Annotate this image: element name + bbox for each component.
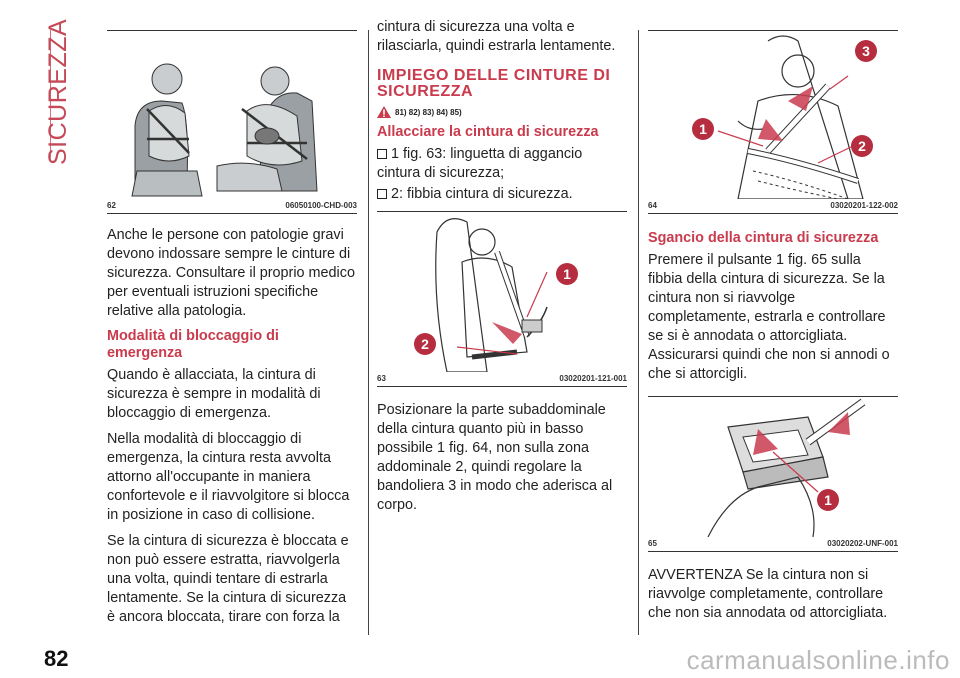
page-number: 82 <box>44 646 69 671</box>
col1-intro: Anche le persone con patologie gravi devono indossare sempre le cinture di sicurezza. Consultare il proprio medico per eventuali istruzioni specifiche relative alla patologia. <box>107 227 355 319</box>
section-label: SICUREZZA <box>44 18 72 165</box>
figure-62-code: 06050100-CHD-003 <box>285 201 357 210</box>
col1-paragraph-2: Nella modalità di bloccaggio di emergenza, la cintura resta avvolta attorno all'occupante in maniera confortevole e il riavvolgitore si blocca in posizione in caso di collisione. <box>107 431 350 523</box>
col1-paragraph-1: Quando è allacciata, la cintura di sicurezza è sempre in modalità di bloccaggio di emergenza. <box>107 367 321 421</box>
figure-65 <box>648 396 898 552</box>
col2-paragraph-1: Posizionare la parte subaddominale della cintura quanto più in basso possibile 1 fig. 64, non sulla zona addominale 2, quindi regolare la bandoliera 3 in modo che aderisca al corpo. <box>377 402 613 513</box>
column-1 <box>107 30 357 634</box>
warning-row <box>377 106 627 118</box>
checkbox-bullet-icon <box>377 149 387 159</box>
figure-62-illustration <box>107 31 357 199</box>
checkbox-bullet-icon <box>377 189 387 199</box>
fig63-callout-2: 2 <box>421 336 429 352</box>
fig63-callout-1: 1 <box>563 266 571 282</box>
heading-emergency-lock: Modalità di bloccaggio di emergenza <box>107 328 279 361</box>
figure-63-number: 63 <box>377 374 386 383</box>
figure-63-caption <box>377 372 627 387</box>
figure-65-number: 65 <box>648 539 657 548</box>
column-divider-2 <box>638 30 639 635</box>
fig65-callout-1: 1 <box>824 492 832 508</box>
fig64-callout-2: 2 <box>858 138 866 154</box>
figure-62-caption <box>107 199 357 214</box>
figure-62-number: 62 <box>107 201 116 210</box>
col3-paragraph-1: Premere il pulsante 1 fig. 65 sulla fibbia della cintura di sicurezza. Se la cintura non si riavvolge completamente, estrarla e controllare se si è annodata o attorcigliata. Assicurarsi quindi che non si annodi o che si attorcigli. <box>648 252 890 382</box>
main-heading: IMPIEGO DELLE CINTURE DI SICUREZZA <box>377 67 611 100</box>
bullet-1-text: 1 fig. 63: linguetta di aggancio cintura di sicurezza; <box>377 146 583 181</box>
column-divider-1 <box>368 30 369 635</box>
fig64-callout-1: 1 <box>699 121 707 137</box>
watermark: carmanualsonline.info <box>686 645 950 675</box>
warning-triangle-icon <box>377 106 391 118</box>
figure-63 <box>377 211 627 387</box>
heading-release: Sgancio della cintura di sicurezza <box>648 230 879 246</box>
column-3 <box>648 30 898 630</box>
bullet-2 <box>377 185 627 204</box>
figure-64-illustration <box>648 31 898 199</box>
figure-63-illustration <box>377 212 627 372</box>
bullet-2-text: 2: fibbia cintura di sicurezza. <box>391 186 573 202</box>
figure-65-code: 03020202-UNF-001 <box>827 539 898 548</box>
bullet-1 <box>377 145 627 183</box>
fig64-callout-3: 3 <box>862 43 870 59</box>
figure-63-code: 03020201-121-001 <box>559 374 627 383</box>
col2-continuation: cintura di sicurezza una volta e rilasciarla, quindi estrarla lentamente. <box>377 19 616 54</box>
column-2 <box>377 18 627 522</box>
col3-paragraph-2: AVVERTENZA Se la cintura non si riavvolge completamente, controllare che non sia annodata od attorcigliata. <box>648 567 888 621</box>
figure-65-illustration <box>648 397 898 537</box>
figure-64-caption <box>648 199 898 214</box>
warning-refs: 81) 82) 83) 84) 85) <box>395 107 462 117</box>
heading-fasten: Allacciare la cintura di sicurezza <box>377 124 599 140</box>
figure-64-number: 64 <box>648 201 657 210</box>
col1-paragraph-3: Se la cintura di sicurezza è bloccata e non può essere estratta, riavvolgerla una volta, quindi tentare di estrarla lentamente. Se la cintura di sicurezza è ancora bloccata, tirare con forza la <box>107 533 349 625</box>
figure-64-code: 03020201-122-002 <box>830 201 898 210</box>
figure-62 <box>107 30 357 214</box>
figure-64 <box>648 30 898 214</box>
figure-65-caption <box>648 537 898 552</box>
